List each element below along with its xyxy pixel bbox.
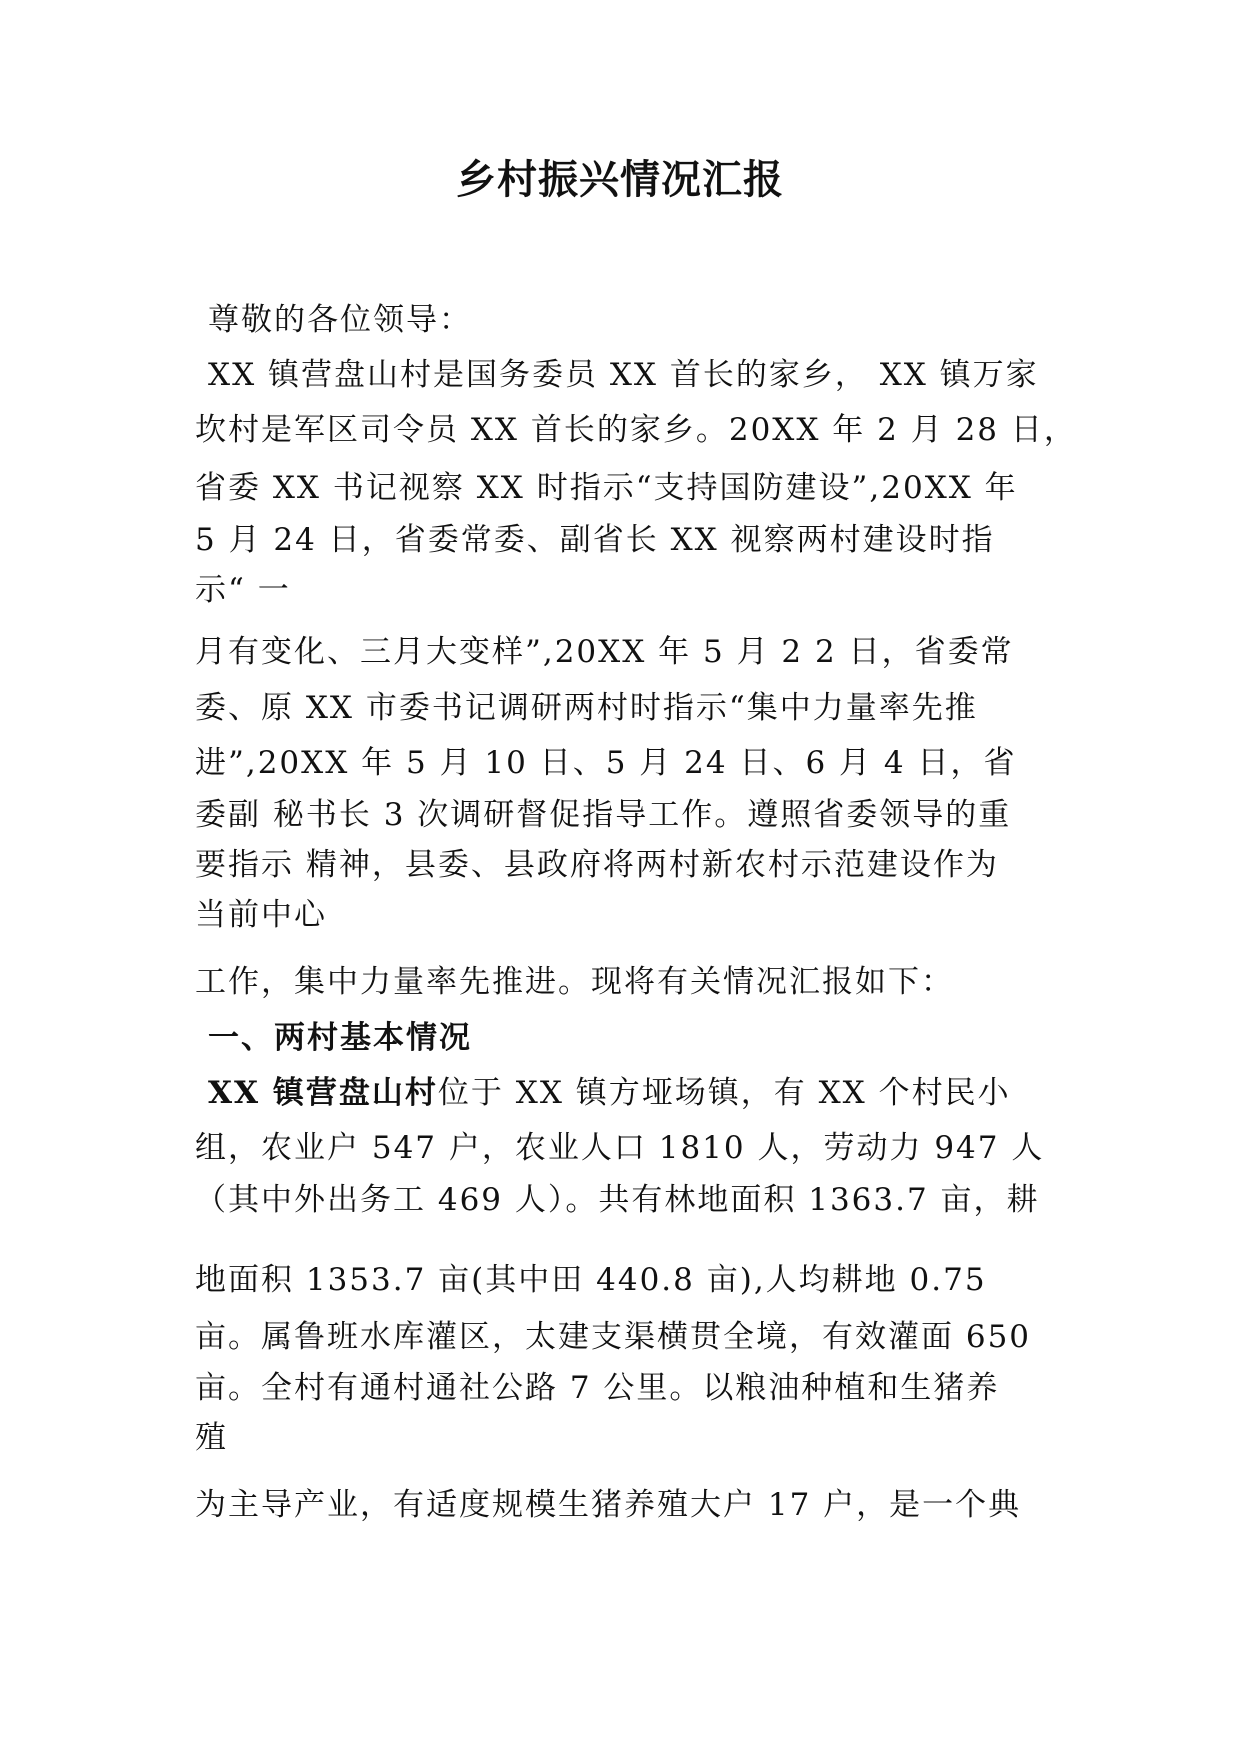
paragraph-line: 月有变化、三月大变样”,20XX 年 5 月 2 2 日，省委常 bbox=[195, 634, 1014, 670]
paragraph-line: 地面积 1353.7 亩(其中田 440.8 亩),人均耕地 0.75 bbox=[195, 1262, 987, 1298]
paragraph-line: 5 月 24 日，省委常委、副省长 XX 视察两村建设时指 bbox=[195, 522, 995, 558]
salutation: 尊敬的各位领导： bbox=[208, 302, 472, 338]
paragraph-line: 殖 bbox=[195, 1420, 228, 1456]
paragraph-line: 进”,20XX 年 5 月 10 日、5 月 24 日、6 月 4 日，省 bbox=[195, 745, 1017, 781]
section-heading: 一、两村基本情况 bbox=[208, 1020, 472, 1056]
village-name: XX 镇营盘山村 bbox=[208, 1075, 438, 1111]
paragraph-line: 坎村是军区司令员 XX 首长的家乡。20XX 年 2 月 28 日， bbox=[195, 412, 1077, 448]
paragraph-line: 当前中心 bbox=[195, 897, 327, 933]
paragraph-line: 委副 秘书长 3 次调研督促指导工作。遵照省委领导的重 bbox=[195, 797, 1012, 833]
lead-rest: 位于 XX 镇方垭场镇，有 XX 个村民小 bbox=[437, 1075, 1011, 1111]
paragraph-line: 亩。属鲁班水库灌区，太建支渠横贯全境，有效灌面 650 bbox=[195, 1319, 1032, 1355]
paragraph-line: 亩。全村有通村通社公路 7 公里。以粮油种植和生猪养 bbox=[195, 1370, 1000, 1406]
paragraph-line: （其中外出务工 469 人）。共有林地面积 1363.7 亩，耕 bbox=[195, 1182, 1040, 1218]
paragraph-line: 省委 XX 书记视察 XX 时指示“支持国防建设”,20XX 年 bbox=[195, 470, 1018, 506]
paragraph-line: 工作，集中力量率先推进。现将有关情况汇报如下： bbox=[195, 964, 954, 1000]
paragraph-line: 要指示 精神，县委、县政府将两村新农村示范建设作为 bbox=[195, 847, 999, 883]
page-title: 乡村振兴情况汇报 bbox=[456, 157, 784, 203]
section-lead-line bbox=[208, 1073, 1011, 1113]
paragraph-line: 组，农业户 547 户，农业人口 1810 人，劳动力 947 人 bbox=[195, 1130, 1045, 1166]
paragraph-line: XX 镇营盘山村是国务委员 XX 首长的家乡， XX 镇万家 bbox=[208, 357, 1039, 393]
paragraph-line: 示“ 一 bbox=[195, 572, 291, 608]
paragraph-line: 委、原 XX 市委书记调研两村时指示“集中力量率先推 bbox=[195, 690, 978, 726]
paragraph-line: 为主导产业，有适度规模生猪养殖大户 17 户，是一个典 bbox=[195, 1487, 1022, 1523]
